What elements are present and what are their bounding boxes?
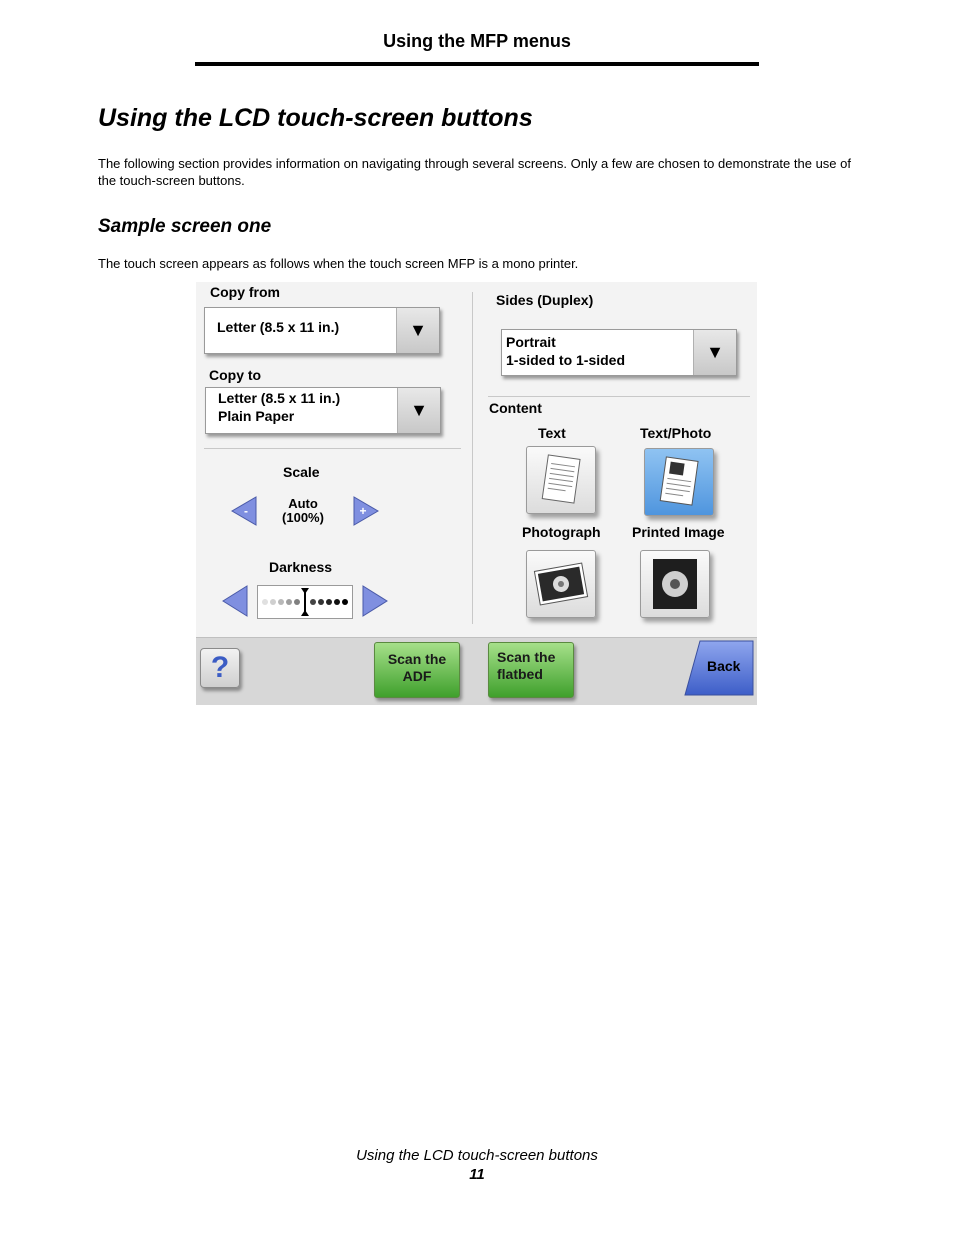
copy-to-value: Letter (8.5 x 11 in.) Plain Paper bbox=[218, 390, 341, 424]
darkness-label: Darkness bbox=[269, 559, 333, 575]
darkness-slider[interactable] bbox=[257, 585, 353, 619]
printed-image-icon bbox=[641, 551, 709, 617]
back-button[interactable] bbox=[684, 640, 754, 696]
content-photograph-button[interactable] bbox=[526, 550, 596, 618]
content-printed-image-label: Printed Image bbox=[632, 524, 725, 540]
dropdown-arrow-icon: ▼ bbox=[693, 330, 736, 375]
scale-minus-button[interactable] bbox=[230, 496, 258, 526]
content-photograph-label: Photograph bbox=[522, 524, 601, 540]
section-description: The touch screen appears as follows when the touch screen MFP is a mono printer. bbox=[98, 256, 579, 271]
bottom-bar bbox=[196, 637, 757, 705]
scale-plus-button[interactable] bbox=[352, 496, 380, 526]
intro-paragraph: The following section provides information on navigating through several screens. Only a few are chosen to demonstrate the use of the touch-screen buttons. bbox=[98, 156, 851, 188]
copy-from-dropdown[interactable] bbox=[204, 307, 440, 354]
touch-screen bbox=[196, 282, 757, 704]
copy-from-label: Copy from bbox=[210, 284, 280, 300]
content-text-button[interactable] bbox=[526, 446, 596, 514]
content-printed-image-button[interactable] bbox=[640, 550, 710, 618]
scan-adf-button[interactable] bbox=[374, 642, 460, 698]
dropdown-arrow-icon: ▼ bbox=[396, 308, 439, 353]
darkness-dots-icon bbox=[258, 586, 352, 618]
scan-flatbed-label: Scan the flatbed bbox=[497, 649, 556, 682]
darkness-decrease-button[interactable] bbox=[221, 585, 249, 617]
sides-dropdown[interactable] bbox=[501, 329, 737, 376]
help-button[interactable] bbox=[200, 648, 240, 688]
page-number: 11 bbox=[469, 1166, 485, 1183]
text-photo-document-icon bbox=[645, 449, 713, 515]
scan-flatbed-button[interactable] bbox=[488, 642, 574, 698]
footer-title: Using the LCD touch-screen buttons bbox=[356, 1147, 598, 1164]
sides-value: Portrait 1-sided to 1-sided bbox=[506, 334, 626, 368]
right-arrow-icon bbox=[352, 496, 380, 526]
sides-label: Sides (Duplex) bbox=[496, 292, 594, 308]
section-title: Sample screen one bbox=[98, 216, 272, 237]
help-icon: ? bbox=[210, 651, 230, 684]
photograph-icon bbox=[527, 551, 595, 617]
scale-value: Auto (100%) bbox=[282, 496, 324, 525]
copy-to-dropdown[interactable] bbox=[205, 387, 441, 434]
left-arrow-icon bbox=[221, 585, 249, 617]
copy-to-label: Copy to bbox=[209, 367, 262, 383]
copy-from-value: Letter (8.5 x 11 in.) bbox=[217, 319, 340, 335]
header-rule bbox=[195, 62, 759, 66]
right-arrow-icon bbox=[361, 585, 389, 617]
text-document-icon bbox=[527, 447, 595, 513]
scan-adf-label: Scan the ADF bbox=[387, 651, 447, 684]
right-divider bbox=[488, 396, 750, 397]
page-title: Using the LCD touch-screen buttons bbox=[98, 104, 533, 132]
svg-text:+: + bbox=[359, 504, 367, 518]
content-text-label: Text bbox=[538, 425, 566, 441]
content-textphoto-button[interactable] bbox=[644, 448, 714, 516]
svg-text:-: - bbox=[244, 504, 248, 518]
back-label: Back bbox=[707, 658, 741, 674]
darkness-increase-button[interactable] bbox=[361, 585, 389, 617]
scale-label: Scale bbox=[283, 464, 320, 480]
dropdown-arrow-icon: ▼ bbox=[397, 388, 440, 433]
content-label: Content bbox=[489, 400, 542, 416]
running-header: Using the MFP menus bbox=[383, 31, 571, 51]
left-divider bbox=[204, 448, 461, 449]
content-textphoto-label: Text/Photo bbox=[640, 425, 712, 441]
column-divider bbox=[472, 292, 473, 624]
left-arrow-icon bbox=[230, 496, 258, 526]
